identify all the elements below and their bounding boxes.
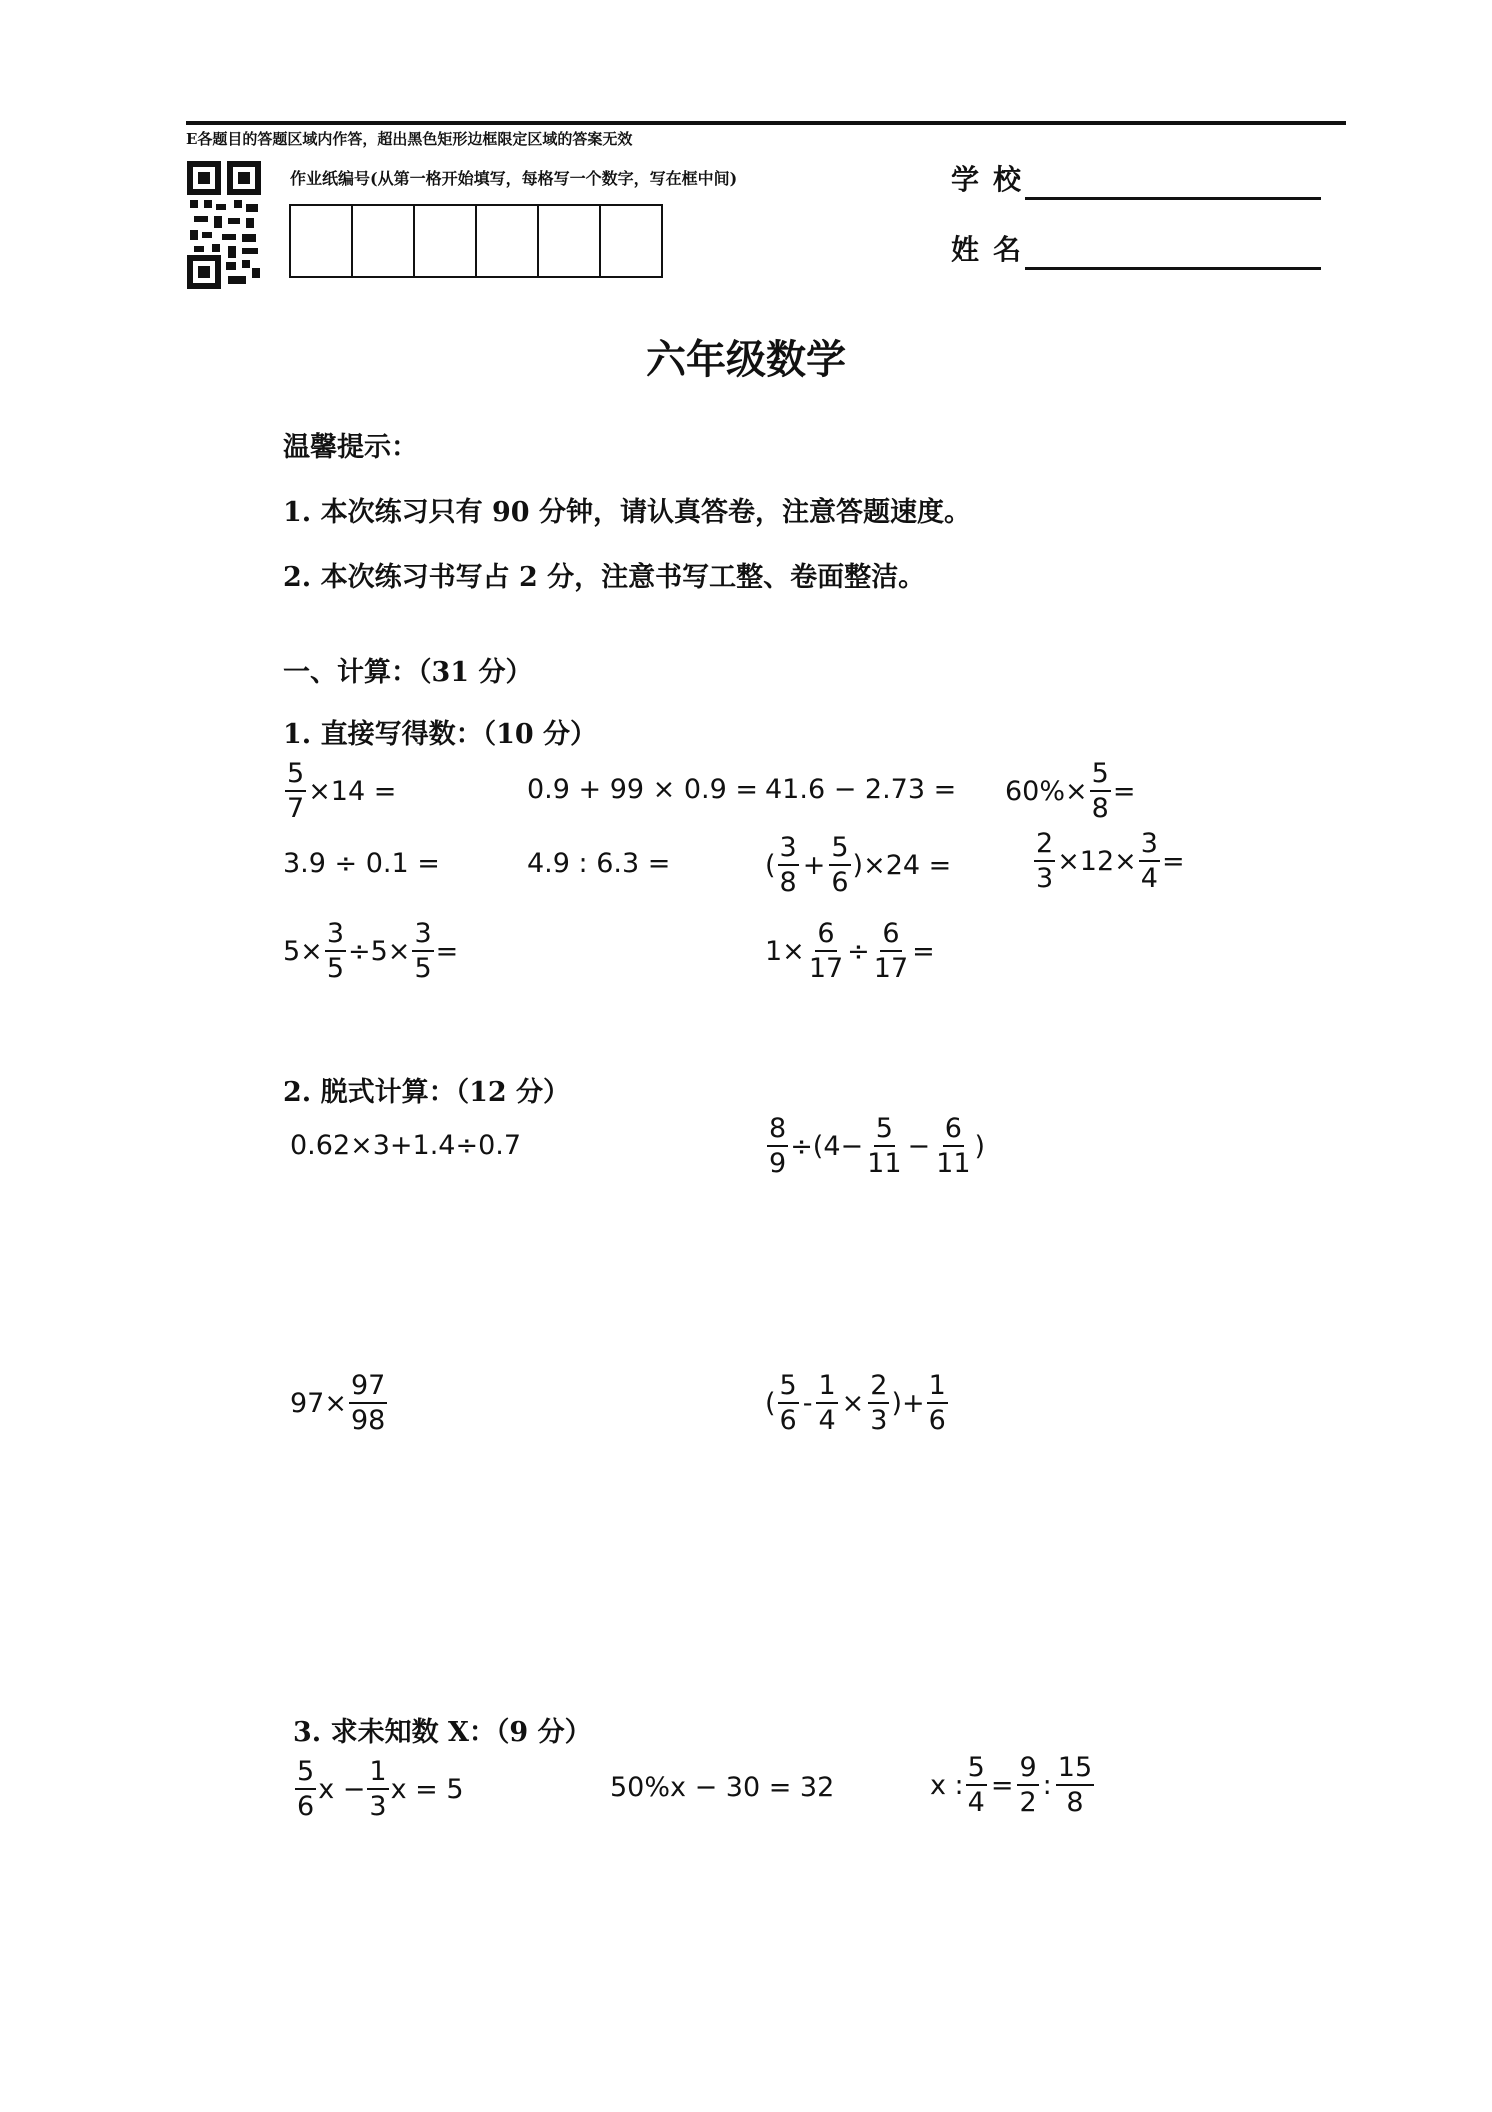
fraction	[1090, 760, 1111, 822]
expression-text: ÷(4−	[790, 1130, 864, 1162]
fraction	[1056, 1754, 1094, 1816]
numerator: 9	[1017, 1754, 1038, 1786]
numerator: 5	[829, 834, 850, 866]
numerator: 6	[943, 1115, 964, 1147]
numerator: 15	[1056, 1754, 1094, 1786]
expression-text: )×24 =	[852, 849, 952, 881]
fraction	[865, 1115, 903, 1177]
section-heading: 一、计算：（31 分）	[283, 657, 533, 688]
denominator: 4	[967, 1787, 985, 1818]
qr-code-icon	[186, 160, 262, 290]
expression-text: ×	[841, 1387, 865, 1419]
expression-item: 50%x − 30 = 32	[610, 1772, 835, 1803]
expression-item	[765, 920, 935, 982]
numerator: 5	[778, 1372, 799, 1404]
expression-item: 41.6 − 2.73 =	[765, 774, 957, 805]
fraction	[807, 920, 845, 982]
expression-text: x = 5	[390, 1773, 464, 1805]
fraction	[412, 920, 433, 982]
fraction	[367, 1758, 388, 1820]
numerator: 97	[349, 1372, 387, 1404]
numerator: 6	[815, 920, 836, 952]
expression-text: −	[907, 1130, 931, 1162]
digit-box[interactable]	[537, 204, 601, 278]
digit-box[interactable]	[599, 204, 663, 278]
denominator: 3	[369, 1791, 387, 1822]
numerator: 1	[816, 1372, 837, 1404]
expression-item	[1005, 760, 1135, 822]
denominator: 8	[1091, 793, 1109, 824]
denominator: 17	[873, 953, 909, 984]
expression-text: =	[990, 1769, 1014, 1801]
part-heading: 3. 求未知数 X：（9 分）	[293, 1717, 592, 1748]
numerator: 5	[966, 1754, 987, 1786]
expression-text: )	[974, 1130, 986, 1162]
numerator: 3	[1139, 830, 1160, 862]
expression-text: ÷	[847, 935, 870, 967]
expression-text: +	[802, 849, 826, 881]
denominator: 5	[326, 953, 344, 984]
name-label: 姓名	[951, 233, 1036, 266]
fraction	[778, 1372, 799, 1434]
expression-text: ×12×	[1057, 845, 1137, 877]
denominator: 7	[287, 793, 305, 824]
denominator: 98	[350, 1405, 386, 1436]
expression-item: 3.9 ÷ 0.1 =	[283, 848, 440, 879]
expression-item	[765, 1115, 985, 1177]
numerator: 8	[767, 1115, 788, 1147]
tips-heading: 温馨提示：	[283, 432, 418, 463]
fraction	[872, 920, 910, 982]
expression-text: 5×	[283, 935, 323, 967]
expression-text: ×14 =	[308, 775, 397, 807]
expression-text: =	[912, 935, 935, 967]
expression-item	[283, 760, 396, 822]
expression-text: 97×	[290, 1387, 347, 1419]
fraction	[1017, 1754, 1038, 1816]
numerator: 6	[880, 920, 901, 952]
expression-text: -	[802, 1387, 813, 1419]
numerator: 5	[285, 760, 306, 792]
digit-box[interactable]	[413, 204, 477, 278]
expression-text: =	[435, 935, 459, 967]
expression-text: (	[765, 1387, 776, 1419]
expression-item	[930, 1754, 1096, 1816]
tip-item: 1. 本次练习只有 90 分钟，请认真答卷，注意答题速度。	[283, 497, 971, 528]
fraction	[285, 760, 306, 822]
expression-text: x −	[318, 1773, 366, 1805]
denominator: 3	[1036, 863, 1054, 894]
numerator: 3	[325, 920, 346, 952]
expression-item	[765, 834, 951, 896]
denominator: 17	[808, 953, 844, 984]
numerator: 5	[874, 1115, 895, 1147]
expression-item: 0.62×3+1.4÷0.7	[290, 1130, 522, 1161]
numerator: 2	[868, 1372, 889, 1404]
numerator: 5	[1090, 760, 1111, 792]
expression-item: 0.9 + 99 × 0.9 =	[527, 774, 759, 805]
expression-item	[1032, 830, 1185, 892]
part-heading: 1. 直接写得数：（10 分）	[283, 719, 598, 750]
expression-item	[290, 1372, 389, 1434]
answer-area-notice: E各题目的答题区域内作答，超出黑色矩形边框限定区域的答案无效	[186, 130, 633, 148]
denominator: 9	[769, 1148, 787, 1179]
school-field[interactable]	[1025, 197, 1321, 200]
expression-item	[283, 920, 458, 982]
fraction	[927, 1372, 948, 1434]
expression-text: x :	[930, 1769, 964, 1801]
tip-item: 2. 本次练习书写占 2 分，注意书写工整、卷面整洁。	[283, 562, 926, 593]
denominator: 5	[414, 953, 432, 984]
denominator: 11	[867, 1148, 902, 1179]
denominator: 4	[818, 1405, 836, 1436]
digit-box[interactable]	[351, 204, 415, 278]
homework-number-label: 作业纸编号(从第一格开始填写，每格写一个数字，写在框中间)	[290, 169, 738, 188]
fraction	[1034, 830, 1055, 892]
expression-text: ÷5×	[348, 935, 411, 967]
header-rule	[186, 121, 1346, 125]
digit-box[interactable]	[289, 204, 353, 278]
page-title: 六年级数学	[646, 336, 846, 383]
numerator: 2	[1034, 830, 1055, 862]
denominator: 4	[1140, 863, 1158, 894]
expression-item: 4.9 : 6.3 =	[527, 848, 671, 879]
name-field[interactable]	[1025, 267, 1321, 270]
expression-text: 60%×	[1005, 775, 1088, 807]
expression-text: (	[765, 849, 776, 881]
expression-text: =	[1161, 845, 1185, 877]
fraction	[295, 1758, 316, 1820]
homework-number-boxes[interactable]	[289, 204, 661, 278]
fraction	[767, 1115, 788, 1177]
denominator: 3	[870, 1405, 888, 1436]
fraction	[829, 834, 850, 896]
part-heading: 2. 脱式计算：（12 分）	[283, 1077, 571, 1108]
fraction	[325, 920, 346, 982]
expression-text: 1×	[765, 935, 805, 967]
expression-text: :	[1042, 1769, 1052, 1801]
fraction	[934, 1115, 972, 1177]
fraction	[816, 1372, 837, 1434]
fraction	[778, 834, 799, 896]
numerator: 1	[367, 1758, 388, 1790]
denominator: 11	[936, 1148, 971, 1179]
numerator: 5	[295, 1758, 316, 1790]
fraction	[868, 1372, 889, 1434]
denominator: 8	[779, 867, 797, 898]
denominator: 6	[779, 1405, 797, 1436]
numerator: 1	[927, 1372, 948, 1404]
expression-text: )+	[891, 1387, 925, 1419]
school-label: 学校	[951, 163, 1036, 196]
denominator: 6	[831, 867, 849, 898]
expression-text: =	[1112, 775, 1136, 807]
numerator: 3	[778, 834, 799, 866]
fraction	[966, 1754, 987, 1816]
fraction	[349, 1372, 387, 1434]
expression-item	[293, 1758, 464, 1820]
denominator: 2	[1019, 1787, 1037, 1818]
denominator: 6	[297, 1791, 315, 1822]
expression-item	[765, 1372, 950, 1434]
fraction	[1139, 830, 1160, 892]
denominator: 8	[1066, 1787, 1084, 1818]
numerator: 3	[412, 920, 433, 952]
denominator: 6	[928, 1405, 946, 1436]
digit-box[interactable]	[475, 204, 539, 278]
